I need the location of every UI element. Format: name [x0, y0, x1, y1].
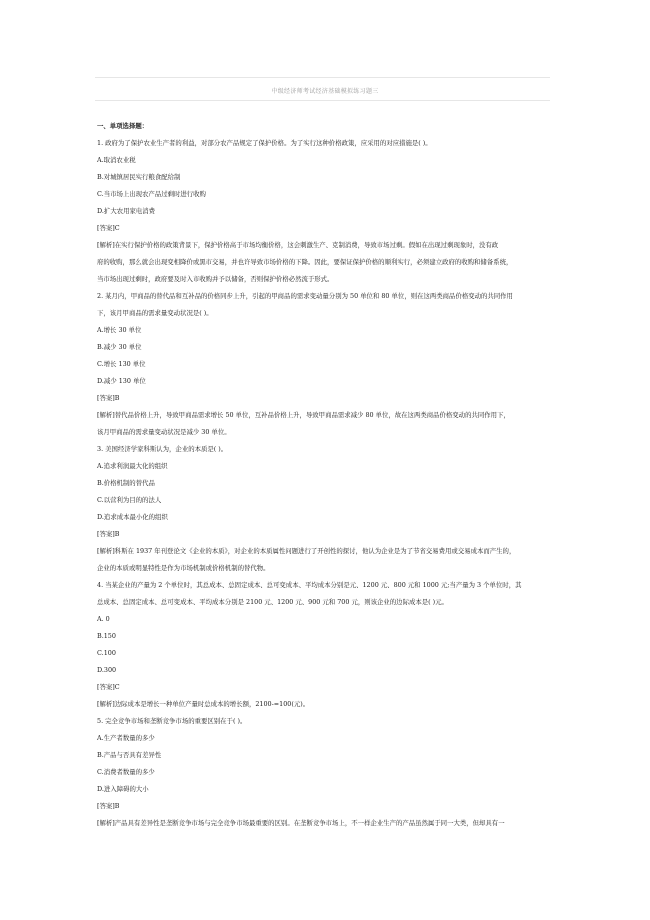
text-line: 总成本、总固定成本、总可变成本、平均成本分别是 2100 元、1200 元、900 元和 700 元，则该企业的边际成本是( )元。 — [97, 598, 448, 606]
text-line: [答案]C — [97, 224, 120, 232]
text-line: C.以营利为目的的法人 — [97, 496, 162, 504]
text-line: [答案]C — [97, 683, 120, 691]
text-line: D.进入障碍的大小 — [97, 785, 149, 793]
text-line: A. 0 — [97, 615, 110, 623]
text-line: [解析]替代品价格上升，导致甲商品需求增长 50 单位，互补品价格上升，导致甲商品需求减少 80 单位，故在这两类商品价格变动的共同作用下， — [97, 411, 510, 419]
text-line: C.增长 130 单位 — [97, 360, 146, 368]
text-line: [解析]在实行保护价格的政策背景下，保护价格高于市场均衡价格，这会刺激生产、克制消费，导致市场过剩。假如在出现过剩现象时，没有政 — [97, 241, 499, 249]
text-line: D.300 — [97, 666, 117, 674]
text-line: D.追求成本最小化的组织 — [97, 513, 168, 521]
text-line: 府的收购，那么就会出现变相降价或黑市交易，并也许导致市场价格的下降。因此，要保证保护价格的顺利实行，必须建立政府的收购和储备系统， — [97, 258, 513, 266]
text-line: C.消费者数量的多少 — [97, 768, 155, 776]
header-divider — [95, 100, 550, 101]
text-line: B.产品与否具有差异性 — [97, 751, 162, 759]
text-line: [答案]B — [97, 802, 120, 810]
text-line: B.价格机制的替代品 — [97, 479, 155, 487]
text-line: 企业的本质或明显特性是作为市场机制或价格机制的替代物。 — [97, 564, 270, 572]
text-line: 2. 某月内，甲商品的替代品和互补品的价格同步上升，引起的甲商品的需求变动量分别为 50 单位和 80 单位，则在这两类商品价格变动的共同作用 — [97, 292, 513, 300]
document-body — [97, 118, 547, 832]
text-line: D.减少 130 单位 — [97, 377, 146, 385]
text-line: 该月甲商品的需求量变动状况是减少 30 单位。 — [97, 428, 231, 436]
page-header-title: 中级经济师考试经济基础模拟练习题三 — [271, 88, 379, 95]
text-line: B.对城镇居民实行粮食配给制 — [97, 173, 181, 181]
text-line: B.减少 30 单位 — [97, 343, 142, 351]
text-line: 4. 当某企业的产量为 2 个单位时，其总成本、总固定成本、总可变成本、平均成本分别是元、1200 元、800 元和 1000 元;当产量为 3 个单位时，其 — [97, 581, 522, 589]
text-line: C.100 — [97, 649, 116, 657]
text-line: 3. 美国经济学家科斯认为，企业的本质是( )。 — [97, 445, 228, 453]
text-line: [解析]边际成本是增长一种单位产量时总成本的增长额，2100-=100(元)。 — [97, 700, 310, 708]
text-line: 1. 政府为了保护农业生产者的利益，对部分农产品规定了保护价格。为了实行这种价格政策，应采用的对应措施是( )。 — [97, 139, 432, 147]
text-line: 当市场出现过剩时，政府要及时入市收购并予以储备，否则保护价格必然流于形式。 — [97, 275, 334, 283]
top-divider — [95, 77, 550, 78]
text-line: A.生产者数量的多少 — [97, 734, 155, 742]
text-line: A.增长 30 单位 — [97, 326, 142, 334]
text-line: D.扩大农用家电消费 — [97, 207, 156, 215]
text-line: 5. 完全竞争市场和垄断竞争市场的重要区别在于( )。 — [97, 717, 247, 725]
section-title: 一、单项选择题： — [97, 122, 149, 130]
text-line: A.追求利润最大化的组织 — [97, 462, 168, 470]
text-line: [答案]B — [97, 394, 120, 402]
text-line: B.150 — [97, 632, 116, 640]
text-line: A.取消农业税 — [97, 156, 136, 164]
text-line: [解析]科斯在 1937 年刊登论文《企业的本质》，对企业的本质属性问题进行了开创性的探讨，他认为企业是为了节省交易费用或交易成本而产生的， — [97, 547, 516, 555]
text-line: [解析]产品具有差异性是垄断竞争市场与完全竞争市场最重要的区别。在垄断竞争市场上，不一样企业生产的产品虽然属于同一大类，但却具有一 — [97, 819, 505, 827]
text-line: 下，该月甲商品的需求量变动状况是( )。 — [97, 309, 213, 317]
text-line: C.当市场上出现农产品过剩时进行收购 — [97, 190, 206, 198]
text-line: [答案]B — [97, 530, 120, 538]
